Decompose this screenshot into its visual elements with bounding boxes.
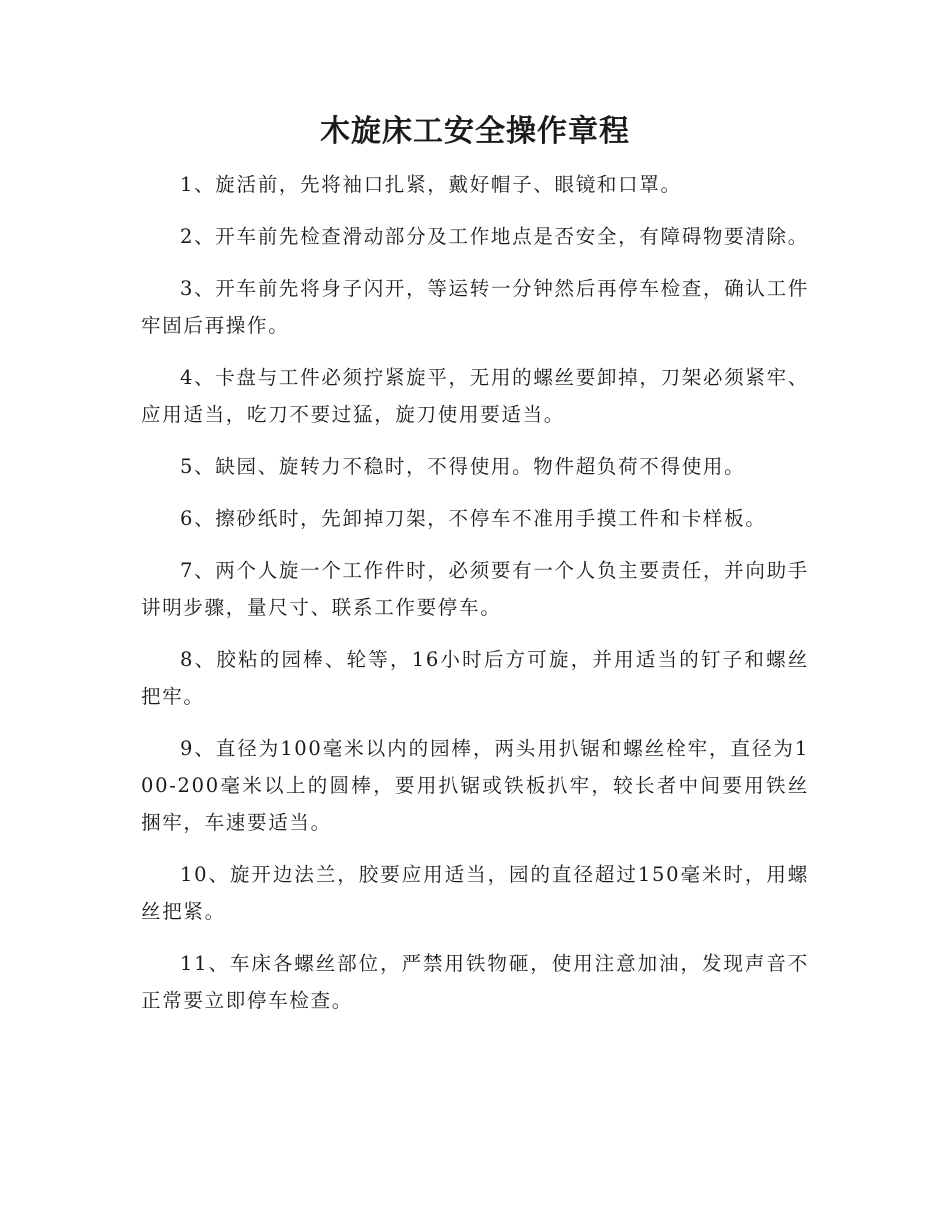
document-body (141, 166, 809, 1034)
rule-paragraph-7: 7、两个人旋一个工作件时，必须要有一个人负主要责任，并向助手讲明步骤，量尺寸、联系工作要停车。 (141, 559, 809, 619)
rule-paragraph-1: 1、旋活前，先将袖口扎紧，戴好帽子、眼镜和口罩。 (180, 173, 682, 196)
rule-paragraph-11: 11、车床各螺丝部位，严禁用铁物砸，使用注意加油，发现声音不正常要立即停车检查。 (141, 952, 809, 1012)
rule-paragraph-8: 8、胶粘的园棒、轮等，16小时后方可旋，并用适当的钉子和螺丝把牢。 (141, 648, 809, 708)
rule-paragraph-6: 6、擦砂纸时，先卸掉刀架，不停车不准用手摸工件和卡样板。 (180, 507, 767, 530)
rule-paragraph-4: 4、卡盘与工件必须拧紧旋平，无用的螺丝要卸掉，刀架必须紧牢、应用适当，吃刀不要过猛，旋刀使用要适当。 (141, 366, 809, 426)
rule-paragraph-10: 10、旋开边法兰，胶要应用适当，园的直径超过150毫米时，用螺丝把紧。 (141, 863, 809, 923)
rule-paragraph-9: 9、直径为100毫米以内的园棒，两头用扒锯和螺丝栓牢，直径为100-200毫米以上的圆棒，要用扒锯或铁板扒牢，较长者中间要用铁丝捆牢，车速要适当。 (141, 737, 809, 834)
rule-paragraph-3: 3、开车前先将身子闪开，等运转一分钟然后再停车检查，确认工件牢固后再操作。 (141, 277, 809, 337)
document-title: 木旋床工安全操作章程 (320, 114, 630, 149)
rule-paragraph-5: 5、缺园、旋转力不稳时，不得使用。物件超负荷不得使用。 (180, 455, 746, 478)
rule-paragraph-2: 2、开车前先检查滑动部分及工作地点是否安全，有障碍物要清除。 (180, 225, 809, 248)
